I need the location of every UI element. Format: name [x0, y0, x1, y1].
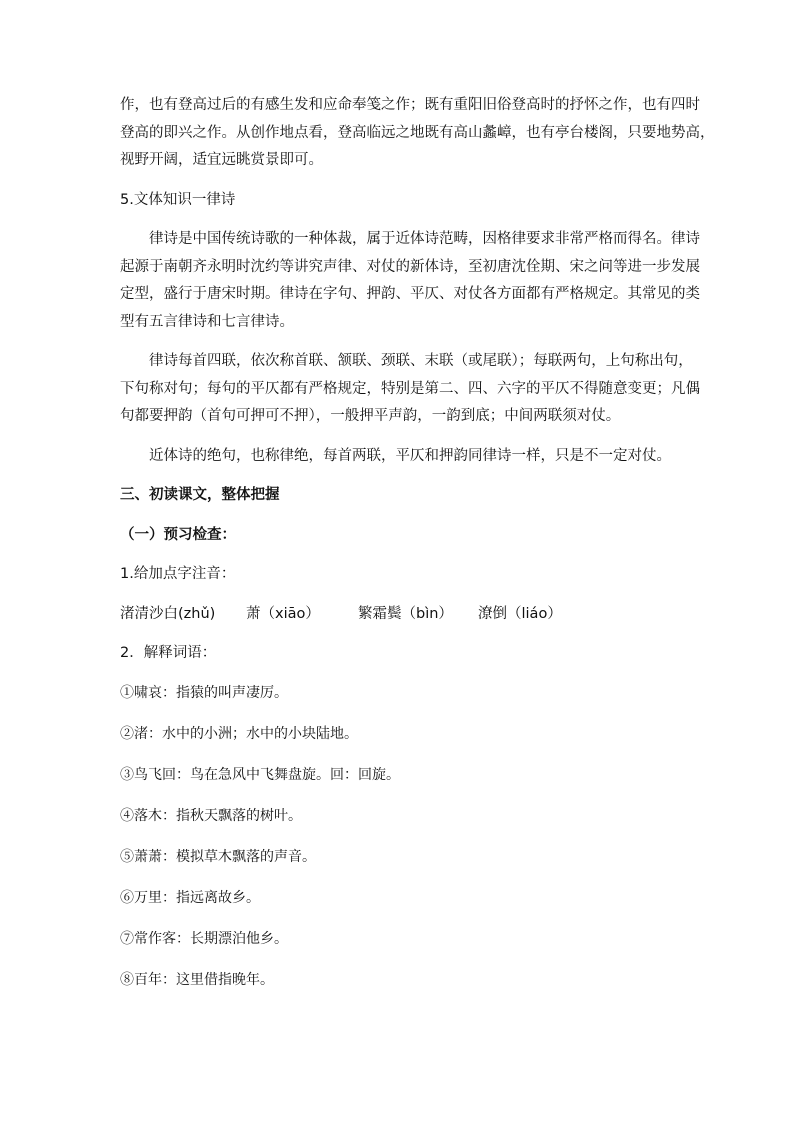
gloss-item: ④落木：指秋天飘落的树叶。 [120, 807, 302, 824]
gloss-item: ⑧百年：这里借指晚年。 [120, 971, 274, 988]
paragraph-line: 近体诗的绝句，也称律绝，每首两联，平仄和押韵同律诗一样，只是不一定对仗。 [149, 447, 671, 464]
intro-paragraph [120, 92, 715, 175]
question-2-title: 2．解释词语： [120, 645, 217, 661]
gloss-list [120, 680, 690, 995]
question-1-title: 1.给加点字注音： [120, 566, 236, 582]
paragraph-line: 句都要押韵（首句可押可不押），一般押平声韵，一韵到底；中间两联须对仗。 [120, 408, 621, 424]
lvshi-rules-paragraph [120, 348, 700, 431]
gloss-item: ⑥万里：指远离故乡。 [120, 889, 260, 906]
jueju-paragraph [120, 443, 690, 471]
paragraph-line: 下句称对句；每句的平仄都有严格规定，特别是第二、四、六字的平仄不得随意变更；凡偶 [120, 380, 700, 397]
paragraph-line: 律诗是中国传统诗歌的一种体裁，属于近体诗范畴，因格律要求非常严格而得名。律诗 [149, 231, 700, 247]
gloss-item: ③鸟飞回：鸟在急风中飞舞盘旋。回：回旋。 [120, 766, 400, 783]
paragraph-line: 律诗每首四联，依次称首联、颔联、颈联、末联（或尾联）；每联两句，上句称出句， [149, 353, 693, 369]
pinyin-item: 渚清沙白(zhǔ) [120, 605, 216, 622]
gloss-item: ⑤萧萧：模拟草木飘落的声音。 [120, 848, 316, 865]
intro-line: 作，也有登高过后的有感生发和应命奉笺之作；既有重阳旧俗登高时的抒怀之作，也有四时 [120, 97, 700, 113]
paragraph-line: 型有五言律诗和七言律诗。 [120, 313, 294, 330]
gloss-item: ①啸哀：指猿的叫声凄厉。 [120, 684, 288, 701]
intro-line: 视野开阔，适宜远眺赏景即可。 [120, 152, 323, 168]
paragraph-line: 起源于南朝齐永明时沈约等讲究声律、对仗的新体诗，至初唐沈佺期、宋之问等进一步发展 [120, 258, 700, 275]
gloss-item: ②渚：水中的小洲；水中的小块陆地。 [120, 725, 358, 742]
page-content [120, 92, 715, 994]
section-5-title: 5.文体知识一律诗 [120, 191, 236, 208]
lvshi-definition-paragraph [120, 226, 700, 336]
section-3-heading: 三、初读课文，整体把握 [120, 487, 280, 503]
pinyin-item: 萧（xiāo） [246, 605, 320, 622]
subsection-1-heading: （一）预习检查： [120, 526, 236, 543]
pinyin-list [120, 601, 690, 629]
paragraph-line: 定型，盛行于唐宋时期。律诗在字句、押韵、平仄、对仗各方面都有严格规定。其常见的类 [120, 286, 700, 302]
pinyin-item: 繁霜鬓（bìn） [358, 605, 453, 622]
gloss-item: ⑦常作客：长期漂泊他乡。 [120, 930, 288, 947]
pinyin-item: 潦倒（liáo） [478, 605, 562, 622]
intro-line: 登高的即兴之作。从创作地点看，登高临远之地既有高山蠡嶂，也有亭台楼阁，只要地势高， [120, 124, 715, 141]
